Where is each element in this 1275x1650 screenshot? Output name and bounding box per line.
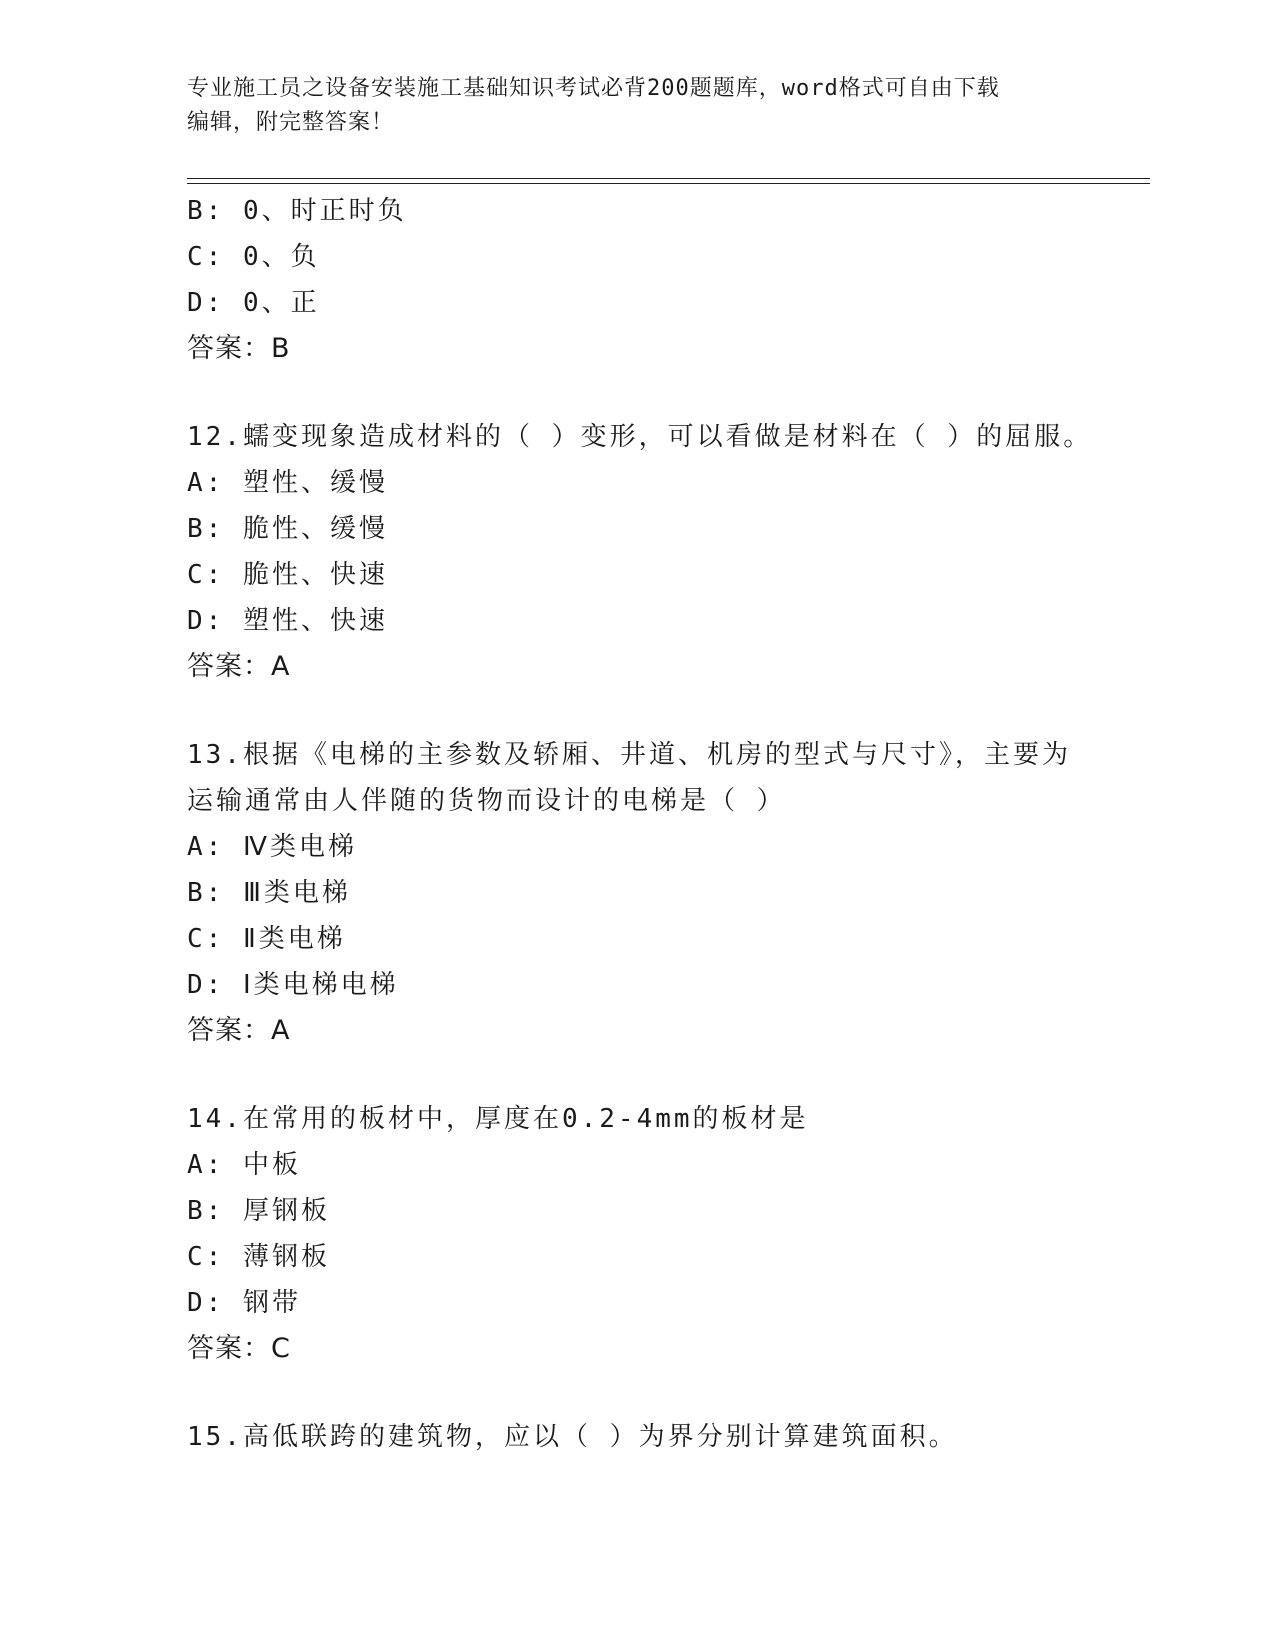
option-b: B: 厚钢板: [187, 1196, 330, 1226]
answer: 答案：A: [187, 651, 291, 682]
answer: 答案：C: [187, 1333, 291, 1364]
answer: 答案：B: [187, 333, 291, 364]
question-stem-line1: 13.根据《电梯的主参数及轿厢、井道、机房的型式与尺寸》，主要为: [187, 740, 1071, 770]
option-d: D: Ⅰ类电梯电梯: [187, 970, 399, 1000]
option-c: C: 0、负: [187, 242, 320, 272]
option-c: C: 薄钢板: [187, 1242, 330, 1272]
header-title-line1: 专业施工员之设备安装施工基础知识考试必背200题题库，word格式可自由下载: [187, 76, 1000, 101]
header-divider-top: [187, 178, 1150, 179]
option-a: A: Ⅳ类电梯: [187, 832, 357, 862]
question-stem: 15.高低联跨的建筑物，应以（ ）为界分别计算建筑面积。: [187, 1422, 958, 1452]
option-d: D: 钢带: [187, 1288, 301, 1318]
answer: 答案：A: [187, 1015, 291, 1046]
option-a: A: 中板: [187, 1150, 301, 1180]
question-stem-line2: 运输通常由人伴随的货物而设计的电梯是（ ）: [187, 786, 786, 816]
question-list: [187, 188, 1147, 1460]
header-title-line2: 编辑，附完整答案！: [187, 110, 395, 135]
option-a: A: 塑性、缓慢: [187, 468, 388, 498]
option-d: D: 塑性、快速: [187, 606, 388, 636]
question-stem: 12.蠕变现象造成材料的（ ）变形，可以看做是材料在（ ）的屈服。: [187, 422, 1093, 452]
option-b: B: 0、时正时负: [187, 196, 407, 226]
option-b: B: Ⅲ类电梯: [187, 878, 351, 908]
option-b: B: 脆性、缓慢: [187, 514, 388, 544]
question-15: [187, 1414, 1147, 1460]
option-c: C: Ⅱ类电梯: [187, 924, 346, 954]
question-14: [187, 1096, 1147, 1372]
option-c: C: 脆性、快速: [187, 560, 388, 590]
option-d: D: 0、正: [187, 288, 320, 318]
document-header: [187, 72, 1067, 140]
header-divider-bottom: [187, 183, 1150, 184]
question-11: [187, 188, 1147, 372]
question-stem: 14.在常用的板材中，厚度在0.2-4mm的板材是: [187, 1104, 809, 1134]
question-13: [187, 732, 1147, 1054]
question-12: [187, 414, 1147, 690]
